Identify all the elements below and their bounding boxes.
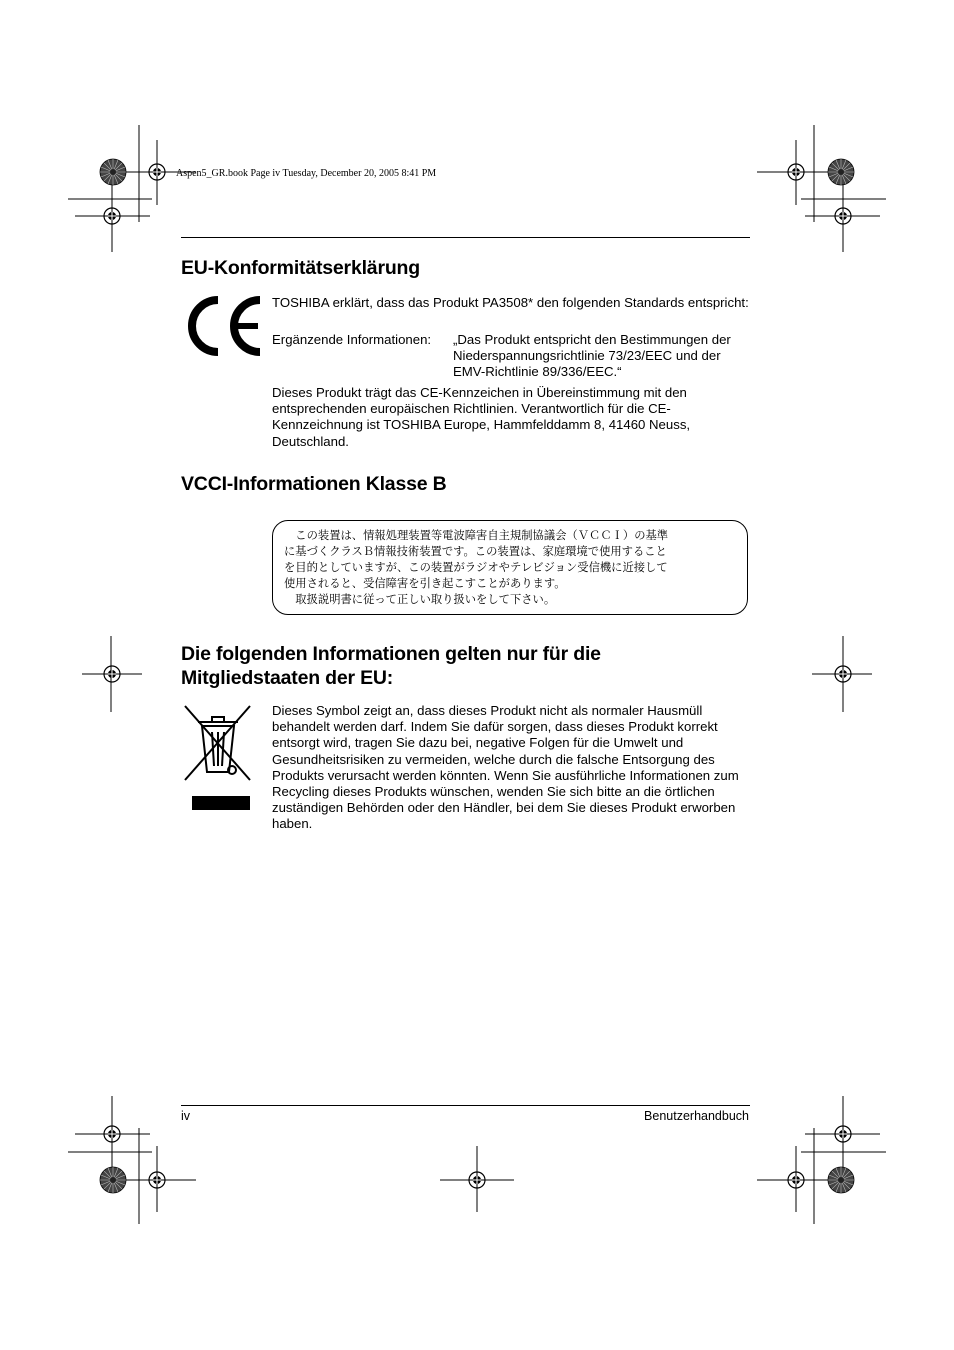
vcci-line: 使用されると、受信障害を引き起こすことがあります。 [284,577,566,590]
weee-body [272,703,752,833]
vcci-line: に基づくクラスＢ情報技術装置です。この装置は、家庭環境で使用すること [284,545,667,558]
eu-section-title: EU-Konformitätserklärung [181,257,420,279]
vcci-line: を目的としていますが、この装置がラジオやテレビジョン受信機に近接して [284,561,668,574]
color-target-icon [100,1167,126,1193]
color-target-icon [828,159,854,185]
registration-mark-icon [82,666,142,682]
vcci-line: この装置は、情報処理装置等電波障害自主規制協議会（ＶＣＣＩ）の基準 [284,529,669,542]
color-target-icon [100,159,126,185]
print-slug: Aspen5_GR.book Page iv Tuesday, December 20, 2005 8:41 PM [176,168,437,179]
eu-supp-text: „Das Produkt entspricht den Bestimmungen der Niederspannungsrichtlinie 73/23/EEC und der EMV-Richtlinie 89/336/EEC.“ [453,332,731,380]
registration-mark-icon [757,1146,835,1212]
registration-mark-icon [812,666,872,682]
weee-crossed-bin-icon [182,702,252,812]
footer-rule [181,1105,750,1106]
eu-intro [272,295,752,311]
vcci-section-title: VCCI-Informationen Klasse B [181,473,447,495]
ce-mark-icon [180,294,260,358]
eu-body-text: Dieses Produkt trägt das CE-Kennzeichen in Übereinstimmung mit den entsprechenden europäischen Richtlinien. Verantwortlich für die CE-Kennzeichnung ist TOSHIBA Europe, Hammfelddamm 8, 41460 Neuss, Deutschland. [272,385,691,449]
registration-mark-icon [757,140,835,205]
vcci-notice-box [272,520,748,615]
registration-mark-icon [805,1096,880,1170]
vcci-line: 取扱説明書に従って正しい取り扱いをして下さい。 [284,593,556,606]
page-number: iv [181,1109,191,1123]
color-target-icon [828,1167,854,1193]
header-rule [181,237,750,238]
weee-section-title: Die folgenden Informationen gelten nur für die Mitgliedstaaten der EU: [181,643,601,689]
registration-mark-icon [805,180,880,252]
weee-body-text: Dieses Symbol zeigt an, dass dieses Produkt nicht als normaler Hausmüll behandelt werden darf. Indem Sie dafür sorgen, dass dieses Produkt korrekt entsorgt wird, tragen Sie dazu bei, negative Folgen für die Umwelt und Gesundheitsrisiken zu vermeiden, welche durch die falsche Entsorgung des Produkts verursacht werden könnten. Wenn Sie ausführliche Informationen zum Recycling dieses Produkts wünschen, wenden Sie sich bitte an die örtlichen zuständigen Behörden oder den Händler, bei dem Sie dieses Produkt erworben haben. [272,703,739,832]
registration-mark-icon [118,1146,196,1212]
eu-body [272,385,752,450]
registration-mark-icon [440,1146,514,1212]
manual-title: Benutzerhandbuch [644,1109,749,1123]
eu-supp-label: Ergänzende Informationen: [272,332,432,347]
eu-intro-text: TOSHIBA erklärt, dass das Produkt PA3508* den folgenden Standards entspricht: [272,295,749,310]
